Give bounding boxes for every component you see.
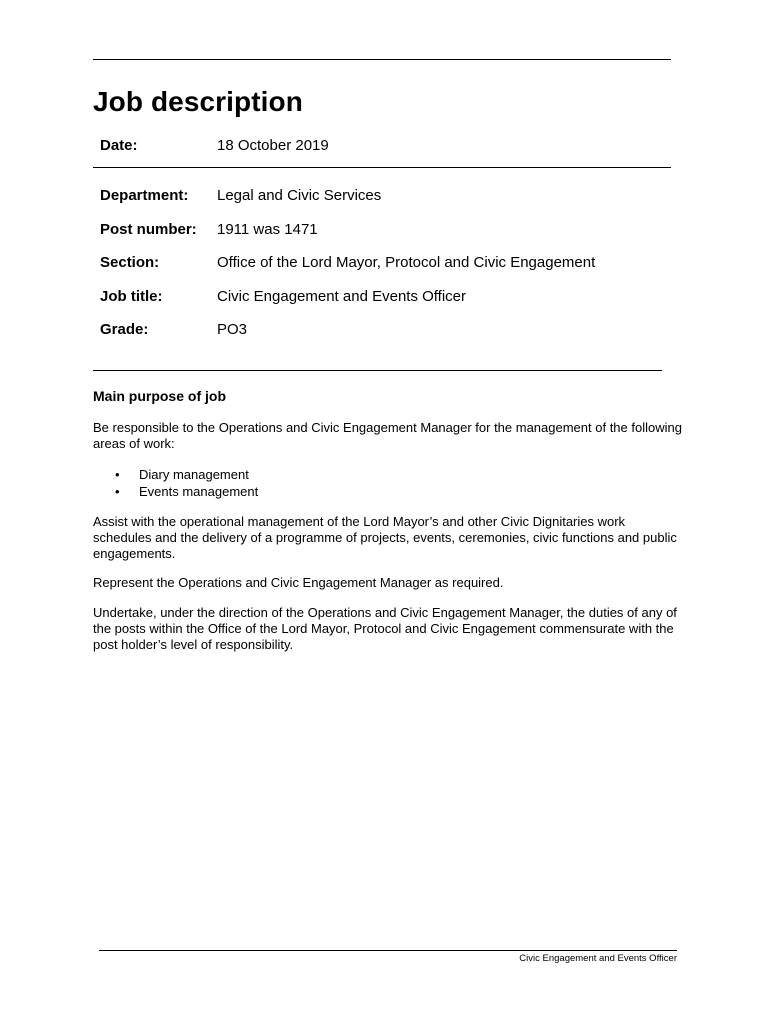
footer-text: Civic Engagement and Events Officer — [519, 953, 677, 964]
top-rule — [93, 59, 671, 60]
department-value: Legal and Civic Services — [217, 187, 382, 204]
footer-rule — [99, 950, 677, 951]
paragraph-represent-manager: Represent the Operations and Civic Engagement Manager as required. — [93, 575, 504, 590]
main-purpose-heading: Main purpose of job — [93, 388, 226, 404]
department-label: Department: — [100, 187, 189, 204]
areas-of-work-list — [93, 466, 258, 500]
section-label: Section: — [100, 254, 160, 271]
fields-rule — [93, 370, 662, 371]
grade-value: PO3 — [217, 321, 248, 338]
list-item-text: Events management — [139, 484, 259, 499]
page-title: Job description — [93, 86, 303, 117]
date-rule — [93, 167, 671, 168]
post-number-label: Post number: — [100, 221, 197, 238]
date-value: 18 October 2019 — [217, 137, 329, 154]
post-number-value: 1911 was 1471 — [217, 221, 318, 238]
list-item — [93, 466, 258, 483]
list-item-text: Diary management — [139, 467, 249, 482]
main-purpose-intro: Be responsible to the Operations and Civic Engagement Manager for the management of the following areas of work: — [93, 420, 682, 451]
date-label: Date: — [100, 137, 138, 154]
bullet-icon: • — [115, 484, 120, 499]
bullet-icon: • — [115, 467, 120, 482]
section-value: Office of the Lord Mayor, Protocol and Civic Engagement — [217, 254, 596, 271]
paragraph-operational-management: Assist with the operational management of the Lord Mayor’s and other Civic Dignitaries work schedules and the delivery of a programme of projects, events, ceremonies, civic functions and public engagements. — [93, 514, 677, 561]
paragraph-undertake-duties: Undertake, under the direction of the Operations and Civic Engagement Manager, the duties of any of the posts within the Office of the Lord Mayor, Protocol and Civic Engagement commensurate with the post holder’s level of responsibility. — [93, 605, 677, 652]
grade-label: Grade: — [100, 321, 149, 338]
job-title-value: Civic Engagement and Events Officer — [217, 288, 467, 305]
job-title-label: Job title: — [100, 288, 163, 305]
list-item — [93, 483, 258, 500]
